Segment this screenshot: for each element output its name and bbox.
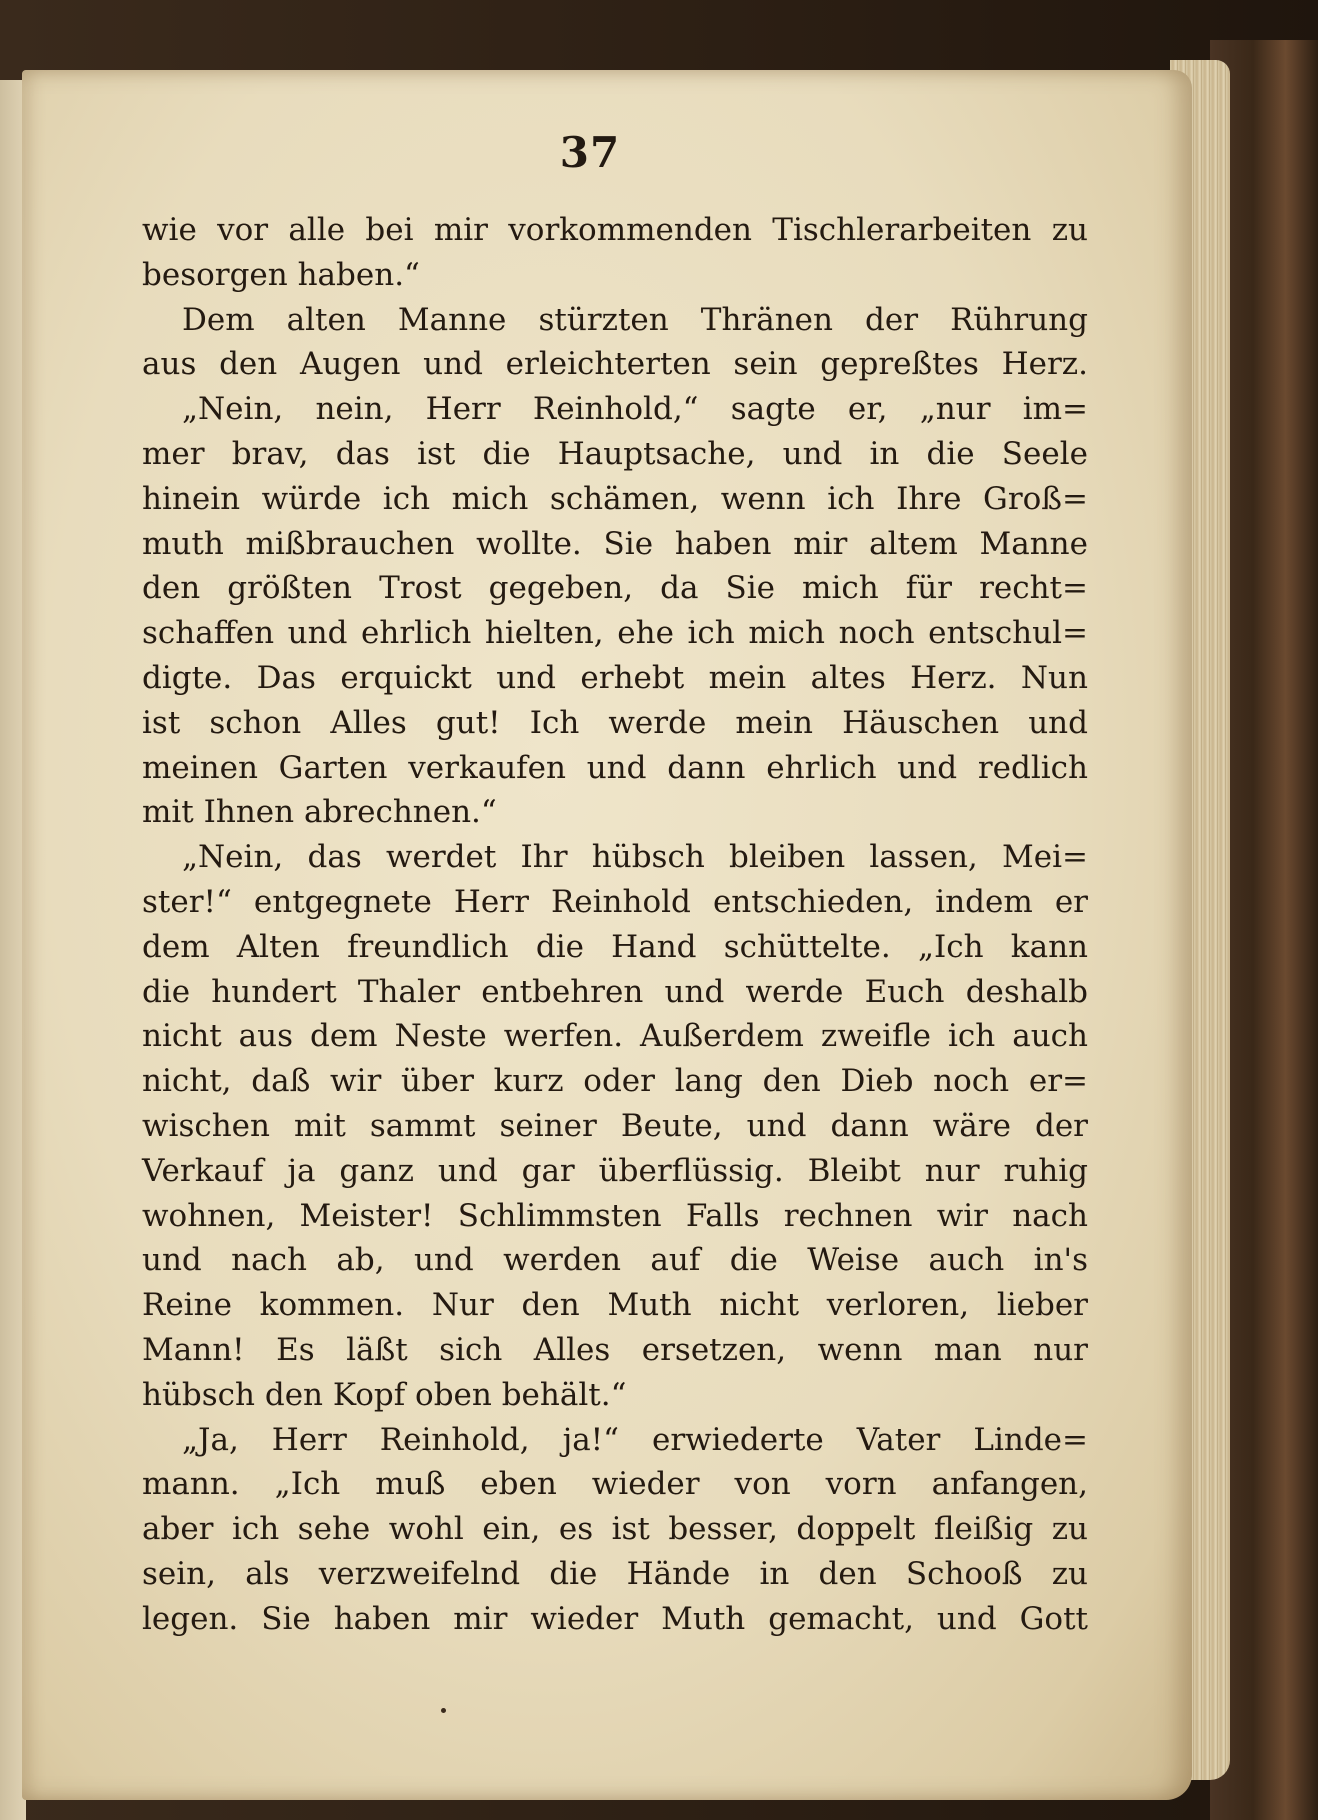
- ink-speck: [441, 1708, 446, 1713]
- text-line: mann. „Ich muß eben wieder von vorn anfangen,: [142, 1466, 1088, 1503]
- text-line: meinen Garten verkaufen und dann ehrlich und redlich: [142, 749, 1088, 786]
- text-line: muth mißbrauchen wollte. Sie haben mir altem Manne: [142, 525, 1088, 562]
- page-text: [142, 208, 1088, 1642]
- text-line: schaffen und ehrlich hielten, ehe ich mich noch entschul=: [142, 615, 1088, 652]
- text-line: wie vor alle bei mir vorkommenden Tischlerarbeiten zu: [142, 212, 1088, 248]
- text-line: Verkauf ja ganz und gar überflüssig. Bleibt nur ruhig: [142, 1152, 1088, 1189]
- text-line: dem Alten freundlich die Hand schüttelte. „Ich kann: [142, 928, 1088, 965]
- text-line: Dem alten Manne stürzten Thränen der Rührung: [182, 301, 1088, 338]
- text-line: und nach ab, und werden auf die Weise auch in's: [142, 1242, 1088, 1279]
- text-line: sein, als verzweifelnd die Hände in den Schooß zu: [142, 1555, 1088, 1592]
- text-line: „Nein, das werdet Ihr hübsch bleiben lassen, Mei=: [182, 839, 1088, 876]
- text-line: Reine kommen. Nur den Muth nicht verloren, lieber: [142, 1287, 1088, 1324]
- text-line: „Ja, Herr Reinhold, ja!“ erwiederte Vater Linde=: [182, 1421, 1088, 1458]
- text-line: hinein würde ich mich schämen, wenn ich Ihre Groß=: [142, 480, 1088, 517]
- text-line: legen. Sie haben mir wieder Muth gemacht, und Gott: [142, 1600, 1088, 1637]
- text-line: aus den Augen und erleichterten sein gepreßtes Herz.: [142, 346, 1088, 383]
- text-line: besorgen haben.“: [142, 256, 420, 293]
- text-line: ster!“ entgegnete Herr Reinhold entschieden, indem er: [142, 883, 1088, 920]
- text-line: nicht, daß wir über kurz oder lang den Dieb noch er=: [142, 1063, 1088, 1100]
- text-line: ist schon Alles gut! Ich werde mein Häuschen und: [142, 704, 1088, 741]
- text-line: Mann! Es läßt sich Alles ersetzen, wenn man nur: [142, 1331, 1088, 1368]
- text-line: aber ich sehe wohl ein, es ist besser, doppelt fleißig zu: [142, 1511, 1088, 1548]
- text-line: hübsch den Kopf oben behält.“: [142, 1376, 627, 1413]
- text-line: den größten Trost gegeben, da Sie mich für recht=: [142, 570, 1088, 607]
- page-number: 37: [559, 128, 621, 177]
- text-line: die hundert Thaler entbehren und werde Euch deshalb: [142, 973, 1088, 1010]
- text-line: „Nein, nein, Herr Reinhold,“ sagte er, „nur im=: [182, 391, 1088, 428]
- text-line: digte. Das erquickt und erhebt mein altes Herz. Nun: [142, 659, 1088, 696]
- text-line: nicht aus dem Neste werfen. Außerdem zweifle ich auch: [142, 1018, 1088, 1055]
- text-line: mit Ihnen abrechnen.“: [142, 794, 497, 831]
- text-line: mer brav, das ist die Hauptsache, und in die Seele: [142, 435, 1088, 472]
- text-line: wischen mit sammt seiner Beute, und dann wäre der: [142, 1107, 1088, 1144]
- text-line: wohnen, Meister! Schlimmsten Falls rechnen wir nach: [142, 1197, 1088, 1234]
